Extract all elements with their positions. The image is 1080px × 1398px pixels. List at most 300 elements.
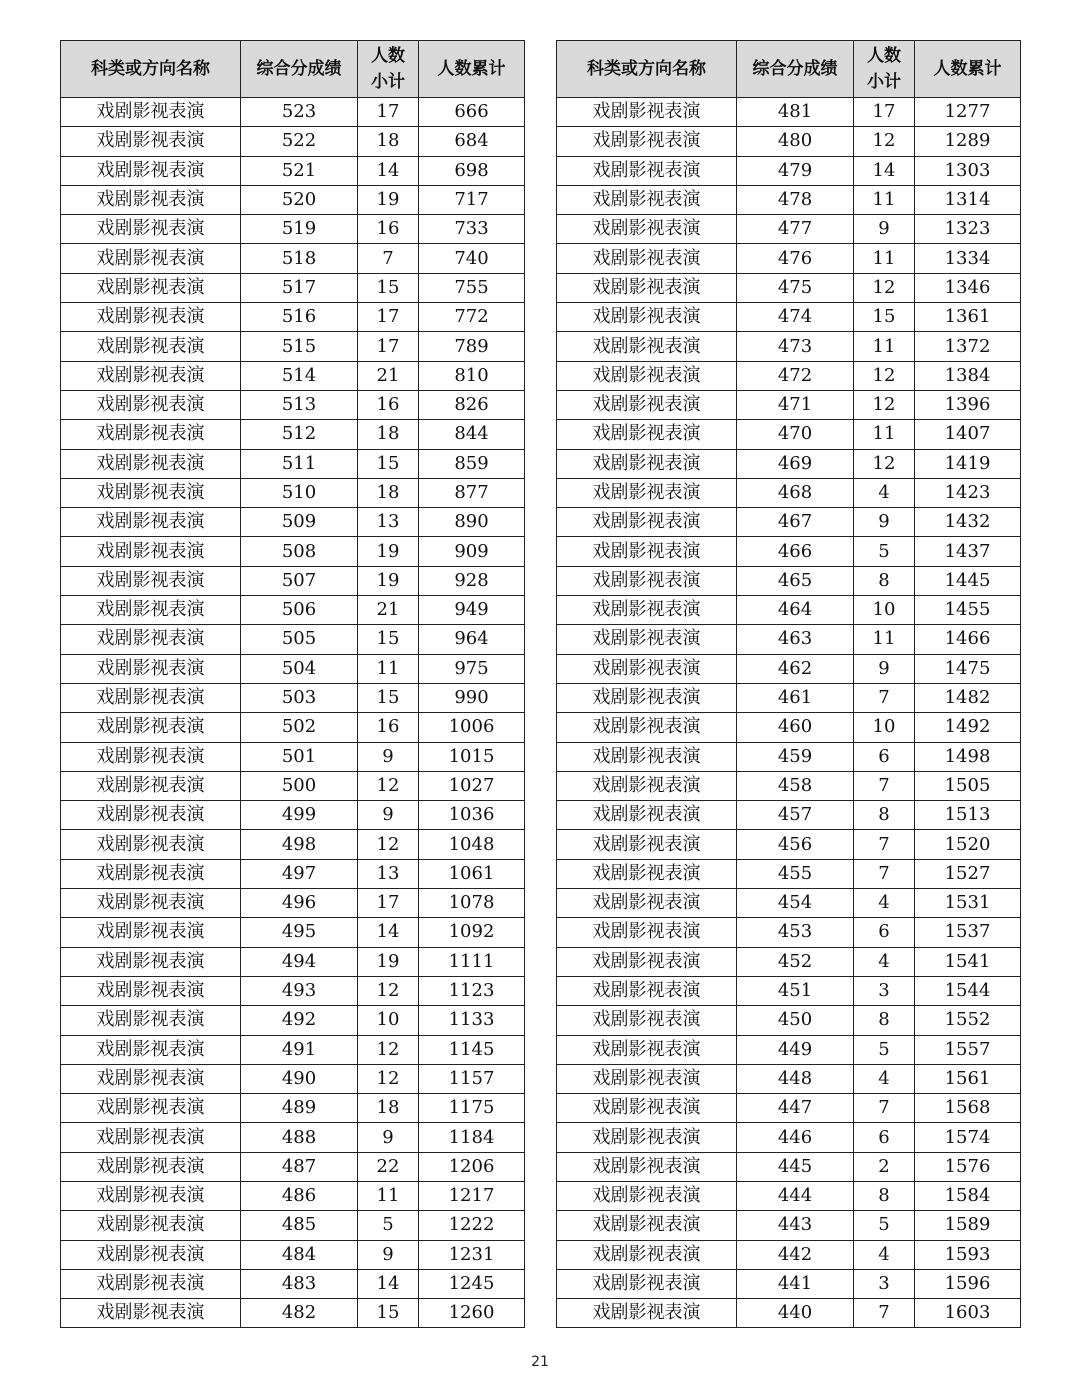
cell-name: 戏剧影视表演 <box>61 1269 241 1298</box>
table-row <box>557 420 1021 449</box>
cell-score: 474 <box>737 303 854 332</box>
cell-name: 戏剧影视表演 <box>557 1240 737 1269</box>
cell-count: 18 <box>358 420 419 449</box>
cell-name: 戏剧影视表演 <box>61 215 241 244</box>
cell-cumulative: 1419 <box>915 449 1021 478</box>
cell-name: 戏剧影视表演 <box>557 215 737 244</box>
cell-score: 482 <box>241 1299 358 1328</box>
cell-cumulative: 1061 <box>419 859 525 888</box>
cell-name: 戏剧影视表演 <box>557 420 737 449</box>
cell-name: 戏剧影视表演 <box>61 976 241 1005</box>
cell-count: 19 <box>358 185 419 214</box>
cell-score: 476 <box>737 244 854 273</box>
cell-cumulative: 1092 <box>419 918 525 947</box>
cell-cumulative: 1111 <box>419 947 525 976</box>
cell-cumulative: 1557 <box>915 1035 1021 1064</box>
cell-score: 489 <box>241 1094 358 1123</box>
cell-count: 4 <box>854 947 915 976</box>
cell-score: 513 <box>241 390 358 419</box>
cell-name: 戏剧影视表演 <box>557 185 737 214</box>
cell-count: 7 <box>854 1094 915 1123</box>
cell-cumulative: 909 <box>419 537 525 566</box>
cell-count: 12 <box>854 390 915 419</box>
cell-name: 戏剧影视表演 <box>61 1123 241 1152</box>
cell-count: 17 <box>358 889 419 918</box>
cell-score: 516 <box>241 303 358 332</box>
table-row <box>557 478 1021 507</box>
cell-count: 19 <box>358 537 419 566</box>
cell-name: 戏剧影视表演 <box>557 127 737 156</box>
cell-cumulative: 859 <box>419 449 525 478</box>
cell-name: 戏剧影视表演 <box>557 478 737 507</box>
table-row <box>557 1006 1021 1035</box>
table-row <box>61 1064 525 1093</box>
cell-count: 12 <box>358 830 419 859</box>
cell-score: 486 <box>241 1181 358 1210</box>
cell-count: 18 <box>358 1094 419 1123</box>
cell-count: 14 <box>358 918 419 947</box>
cell-score: 478 <box>737 185 854 214</box>
cell-count: 11 <box>854 244 915 273</box>
cell-score: 471 <box>737 390 854 419</box>
cell-cumulative: 1206 <box>419 1152 525 1181</box>
cell-cumulative: 717 <box>419 185 525 214</box>
header-name: 科类或方向名称 <box>61 41 241 98</box>
cell-cumulative: 1520 <box>915 830 1021 859</box>
cell-cumulative: 1231 <box>419 1240 525 1269</box>
table-row <box>557 390 1021 419</box>
table-row <box>557 215 1021 244</box>
cell-score: 494 <box>241 947 358 976</box>
cell-count: 5 <box>854 537 915 566</box>
cell-count: 16 <box>358 713 419 742</box>
cell-count: 5 <box>854 1211 915 1240</box>
cell-count: 3 <box>854 1269 915 1298</box>
table-row <box>61 361 525 390</box>
table-row <box>557 1269 1021 1298</box>
cell-cumulative: 1544 <box>915 976 1021 1005</box>
cell-score: 448 <box>737 1064 854 1093</box>
cell-count: 7 <box>854 771 915 800</box>
table-body-right <box>557 98 1021 1328</box>
cell-score: 455 <box>737 859 854 888</box>
cell-cumulative: 772 <box>419 303 525 332</box>
cell-name: 戏剧影视表演 <box>61 596 241 625</box>
cell-name: 戏剧影视表演 <box>61 1181 241 1210</box>
cell-count: 4 <box>854 1240 915 1269</box>
table-row <box>557 185 1021 214</box>
cell-score: 507 <box>241 566 358 595</box>
cell-score: 514 <box>241 361 358 390</box>
table-row <box>557 537 1021 566</box>
cell-name: 戏剧影视表演 <box>61 566 241 595</box>
cell-name: 戏剧影视表演 <box>557 303 737 332</box>
cell-score: 495 <box>241 918 358 947</box>
table-row <box>61 654 525 683</box>
cell-name: 戏剧影视表演 <box>557 859 737 888</box>
cell-name: 戏剧影视表演 <box>61 1064 241 1093</box>
cell-count: 4 <box>854 1064 915 1093</box>
cell-count: 16 <box>358 215 419 244</box>
table-row <box>61 1152 525 1181</box>
header-count-line2: 小计 <box>867 72 901 92</box>
cell-count: 12 <box>358 976 419 1005</box>
cell-name: 戏剧影视表演 <box>557 508 737 537</box>
cell-cumulative: 1432 <box>915 508 1021 537</box>
table-row <box>61 566 525 595</box>
cell-cumulative: 1123 <box>419 976 525 1005</box>
cell-score: 459 <box>737 742 854 771</box>
cell-cumulative: 1552 <box>915 1006 1021 1035</box>
table-body-left <box>61 98 525 1328</box>
cell-name: 戏剧影视表演 <box>557 1211 737 1240</box>
cell-name: 戏剧影视表演 <box>61 889 241 918</box>
cell-score: 461 <box>737 683 854 712</box>
header-name: 科类或方向名称 <box>557 41 737 98</box>
cell-count: 12 <box>358 771 419 800</box>
cell-cumulative: 844 <box>419 420 525 449</box>
cell-name: 戏剧影视表演 <box>557 1064 737 1093</box>
cell-score: 458 <box>737 771 854 800</box>
cell-count: 11 <box>358 1181 419 1210</box>
cell-score: 442 <box>737 1240 854 1269</box>
cell-count: 15 <box>358 273 419 302</box>
cell-cumulative: 826 <box>419 390 525 419</box>
cell-name: 戏剧影视表演 <box>61 185 241 214</box>
table-row <box>61 156 525 185</box>
cell-cumulative: 1396 <box>915 390 1021 419</box>
header-count-line2: 小计 <box>371 72 405 92</box>
cell-cumulative: 1466 <box>915 625 1021 654</box>
cell-name: 戏剧影视表演 <box>61 273 241 302</box>
cell-cumulative: 1048 <box>419 830 525 859</box>
cell-score: 465 <box>737 566 854 595</box>
table-row <box>557 654 1021 683</box>
cell-score: 477 <box>737 215 854 244</box>
cell-count: 18 <box>358 127 419 156</box>
cell-cumulative: 1584 <box>915 1181 1021 1210</box>
cell-cumulative: 1527 <box>915 859 1021 888</box>
table-row <box>557 361 1021 390</box>
cell-count: 10 <box>854 596 915 625</box>
cell-name: 戏剧影视表演 <box>61 478 241 507</box>
cell-count: 16 <box>358 390 419 419</box>
header-cumulative: 人数累计 <box>915 41 1021 98</box>
cell-score: 463 <box>737 625 854 654</box>
table-row <box>61 1181 525 1210</box>
cell-name: 戏剧影视表演 <box>557 683 737 712</box>
cell-name: 戏剧影视表演 <box>61 801 241 830</box>
cell-name: 戏剧影视表演 <box>557 801 737 830</box>
cell-count: 19 <box>358 566 419 595</box>
cell-cumulative: 1314 <box>915 185 1021 214</box>
cell-name: 戏剧影视表演 <box>61 1211 241 1240</box>
cell-score: 487 <box>241 1152 358 1181</box>
cell-score: 451 <box>737 976 854 1005</box>
cell-cumulative: 810 <box>419 361 525 390</box>
cell-name: 戏剧影视表演 <box>61 390 241 419</box>
cell-name: 戏剧影视表演 <box>61 361 241 390</box>
table-row <box>557 889 1021 918</box>
cell-score: 480 <box>737 127 854 156</box>
cell-name: 戏剧影视表演 <box>61 156 241 185</box>
header-count <box>854 41 915 98</box>
cell-count: 7 <box>854 859 915 888</box>
cell-score: 456 <box>737 830 854 859</box>
cell-cumulative: 1576 <box>915 1152 1021 1181</box>
cell-name: 戏剧影视表演 <box>557 1094 737 1123</box>
cell-name: 戏剧影视表演 <box>557 332 737 361</box>
cell-count: 5 <box>358 1211 419 1240</box>
table-row <box>557 713 1021 742</box>
cell-score: 501 <box>241 742 358 771</box>
cell-cumulative: 1372 <box>915 332 1021 361</box>
cell-cumulative: 1531 <box>915 889 1021 918</box>
cell-name: 戏剧影视表演 <box>557 976 737 1005</box>
cell-name: 戏剧影视表演 <box>61 830 241 859</box>
cell-score: 502 <box>241 713 358 742</box>
cell-name: 戏剧影视表演 <box>61 1299 241 1328</box>
cell-cumulative: 949 <box>419 596 525 625</box>
cell-score: 457 <box>737 801 854 830</box>
cell-score: 449 <box>737 1035 854 1064</box>
cell-score: 469 <box>737 449 854 478</box>
cell-name: 戏剧影视表演 <box>557 771 737 800</box>
cell-score: 470 <box>737 420 854 449</box>
cell-cumulative: 684 <box>419 127 525 156</box>
cell-count: 15 <box>358 683 419 712</box>
cell-name: 戏剧影视表演 <box>61 1240 241 1269</box>
cell-name: 戏剧影视表演 <box>557 1006 737 1035</box>
cell-cumulative: 1015 <box>419 742 525 771</box>
table-row <box>557 1152 1021 1181</box>
cell-count: 18 <box>358 478 419 507</box>
cell-name: 戏剧影视表演 <box>61 508 241 537</box>
cell-count: 17 <box>358 303 419 332</box>
cell-name: 戏剧影视表演 <box>61 1006 241 1035</box>
cell-name: 戏剧影视表演 <box>557 361 737 390</box>
cell-cumulative: 1245 <box>419 1269 525 1298</box>
header-score: 综合分成绩 <box>737 41 854 98</box>
table-row <box>557 771 1021 800</box>
cell-name: 戏剧影视表演 <box>557 244 737 273</box>
cell-score: 484 <box>241 1240 358 1269</box>
cell-score: 522 <box>241 127 358 156</box>
cell-cumulative: 928 <box>419 566 525 595</box>
table-row <box>61 1211 525 1240</box>
score-table-left <box>60 40 525 1328</box>
cell-name: 戏剧影视表演 <box>557 1123 737 1152</box>
cell-name: 戏剧影视表演 <box>557 449 737 478</box>
cell-count: 4 <box>854 889 915 918</box>
cell-count: 15 <box>358 625 419 654</box>
cell-score: 500 <box>241 771 358 800</box>
cell-cumulative: 1384 <box>915 361 1021 390</box>
cell-cumulative: 1437 <box>915 537 1021 566</box>
cell-name: 戏剧影视表演 <box>557 889 737 918</box>
cell-name: 戏剧影视表演 <box>557 1035 737 1064</box>
table-row <box>61 478 525 507</box>
table-row <box>557 449 1021 478</box>
cell-count: 8 <box>854 1181 915 1210</box>
cell-cumulative: 1027 <box>419 771 525 800</box>
cell-count: 7 <box>854 1299 915 1328</box>
cell-count: 15 <box>358 449 419 478</box>
table-row <box>61 683 525 712</box>
cell-name: 戏剧影视表演 <box>61 449 241 478</box>
table-row <box>61 859 525 888</box>
table-row <box>61 1299 525 1328</box>
cell-cumulative: 1482 <box>915 683 1021 712</box>
cell-score: 504 <box>241 654 358 683</box>
cell-count: 8 <box>854 801 915 830</box>
cell-cumulative: 877 <box>419 478 525 507</box>
cell-name: 戏剧影视表演 <box>557 1152 737 1181</box>
cell-score: 515 <box>241 332 358 361</box>
cell-name: 戏剧影视表演 <box>61 244 241 273</box>
cell-score: 445 <box>737 1152 854 1181</box>
cell-score: 511 <box>241 449 358 478</box>
cell-name: 戏剧影视表演 <box>61 713 241 742</box>
cell-count: 9 <box>358 801 419 830</box>
cell-score: 481 <box>737 98 854 127</box>
cell-name: 戏剧影视表演 <box>61 332 241 361</box>
page-number: 21 <box>531 1354 549 1370</box>
cell-count: 17 <box>358 98 419 127</box>
cell-cumulative: 1593 <box>915 1240 1021 1269</box>
table-row <box>61 1269 525 1298</box>
cell-cumulative: 964 <box>419 625 525 654</box>
cell-count: 17 <box>358 332 419 361</box>
cell-cumulative: 789 <box>419 332 525 361</box>
cell-cumulative: 1475 <box>915 654 1021 683</box>
table-row <box>557 303 1021 332</box>
cell-name: 戏剧影视表演 <box>557 1269 737 1298</box>
table-row <box>557 683 1021 712</box>
cell-score: 519 <box>241 215 358 244</box>
cell-score: 496 <box>241 889 358 918</box>
cell-name: 戏剧影视表演 <box>557 1299 737 1328</box>
cell-score: 450 <box>737 1006 854 1035</box>
cell-count: 5 <box>854 1035 915 1064</box>
cell-count: 6 <box>854 918 915 947</box>
table-row <box>557 1123 1021 1152</box>
cell-score: 485 <box>241 1211 358 1240</box>
cell-score: 464 <box>737 596 854 625</box>
table-row <box>61 1123 525 1152</box>
cell-count: 19 <box>358 947 419 976</box>
header-cumulative: 人数累计 <box>419 41 525 98</box>
cell-count: 9 <box>854 654 915 683</box>
cell-cumulative: 975 <box>419 654 525 683</box>
cell-cumulative: 1334 <box>915 244 1021 273</box>
cell-cumulative: 1217 <box>419 1181 525 1210</box>
cell-count: 10 <box>854 713 915 742</box>
cell-cumulative: 666 <box>419 98 525 127</box>
cell-cumulative: 1407 <box>915 420 1021 449</box>
cell-name: 戏剧影视表演 <box>61 771 241 800</box>
table-row <box>61 947 525 976</box>
cell-count: 8 <box>854 566 915 595</box>
cell-cumulative: 755 <box>419 273 525 302</box>
table-row <box>61 830 525 859</box>
cell-cumulative: 1455 <box>915 596 1021 625</box>
cell-count: 12 <box>854 449 915 478</box>
cell-name: 戏剧影视表演 <box>557 1181 737 1210</box>
table-row <box>557 1211 1021 1240</box>
cell-score: 454 <box>737 889 854 918</box>
table-row <box>557 508 1021 537</box>
cell-cumulative: 1513 <box>915 801 1021 830</box>
cell-count: 4 <box>854 478 915 507</box>
cell-count: 9 <box>358 1123 419 1152</box>
table-row <box>61 508 525 537</box>
cell-count: 12 <box>358 1035 419 1064</box>
cell-name: 戏剧影视表演 <box>61 654 241 683</box>
table-row <box>557 830 1021 859</box>
cell-cumulative: 1568 <box>915 1094 1021 1123</box>
table-row <box>61 771 525 800</box>
header-count-line1: 人数 <box>867 46 901 66</box>
cell-cumulative: 740 <box>419 244 525 273</box>
cell-name: 戏剧影视表演 <box>557 830 737 859</box>
cell-count: 8 <box>854 1006 915 1035</box>
cell-score: 453 <box>737 918 854 947</box>
table-row <box>61 98 525 127</box>
table-row <box>61 537 525 566</box>
cell-count: 6 <box>854 1123 915 1152</box>
cell-cumulative: 1589 <box>915 1211 1021 1240</box>
cell-count: 15 <box>358 1299 419 1328</box>
table-row <box>61 303 525 332</box>
cell-name: 戏剧影视表演 <box>61 537 241 566</box>
table-row <box>61 1240 525 1269</box>
table-row <box>557 332 1021 361</box>
cell-count: 11 <box>854 185 915 214</box>
table-row <box>61 332 525 361</box>
cell-name: 戏剧影视表演 <box>61 127 241 156</box>
cell-cumulative: 698 <box>419 156 525 185</box>
table-row <box>557 918 1021 947</box>
cell-score: 509 <box>241 508 358 537</box>
cell-score: 512 <box>241 420 358 449</box>
cell-score: 520 <box>241 185 358 214</box>
cell-name: 戏剧影视表演 <box>557 918 737 947</box>
cell-count: 13 <box>358 859 419 888</box>
table-row <box>61 185 525 214</box>
cell-name: 戏剧影视表演 <box>61 918 241 947</box>
cell-name: 戏剧影视表演 <box>61 947 241 976</box>
table-row <box>557 1181 1021 1210</box>
cell-cumulative: 1036 <box>419 801 525 830</box>
cell-cumulative: 1346 <box>915 273 1021 302</box>
table-row <box>557 1064 1021 1093</box>
table-row <box>61 1094 525 1123</box>
table-row <box>557 859 1021 888</box>
cell-name: 戏剧影视表演 <box>61 420 241 449</box>
table-row <box>557 566 1021 595</box>
cell-count: 14 <box>358 1269 419 1298</box>
cell-score: 521 <box>241 156 358 185</box>
cell-count: 7 <box>358 244 419 273</box>
table-row <box>557 98 1021 127</box>
cell-count: 9 <box>358 742 419 771</box>
cell-cumulative: 1006 <box>419 713 525 742</box>
cell-score: 493 <box>241 976 358 1005</box>
cell-name: 戏剧影视表演 <box>557 625 737 654</box>
cell-score: 517 <box>241 273 358 302</box>
cell-count: 6 <box>854 742 915 771</box>
